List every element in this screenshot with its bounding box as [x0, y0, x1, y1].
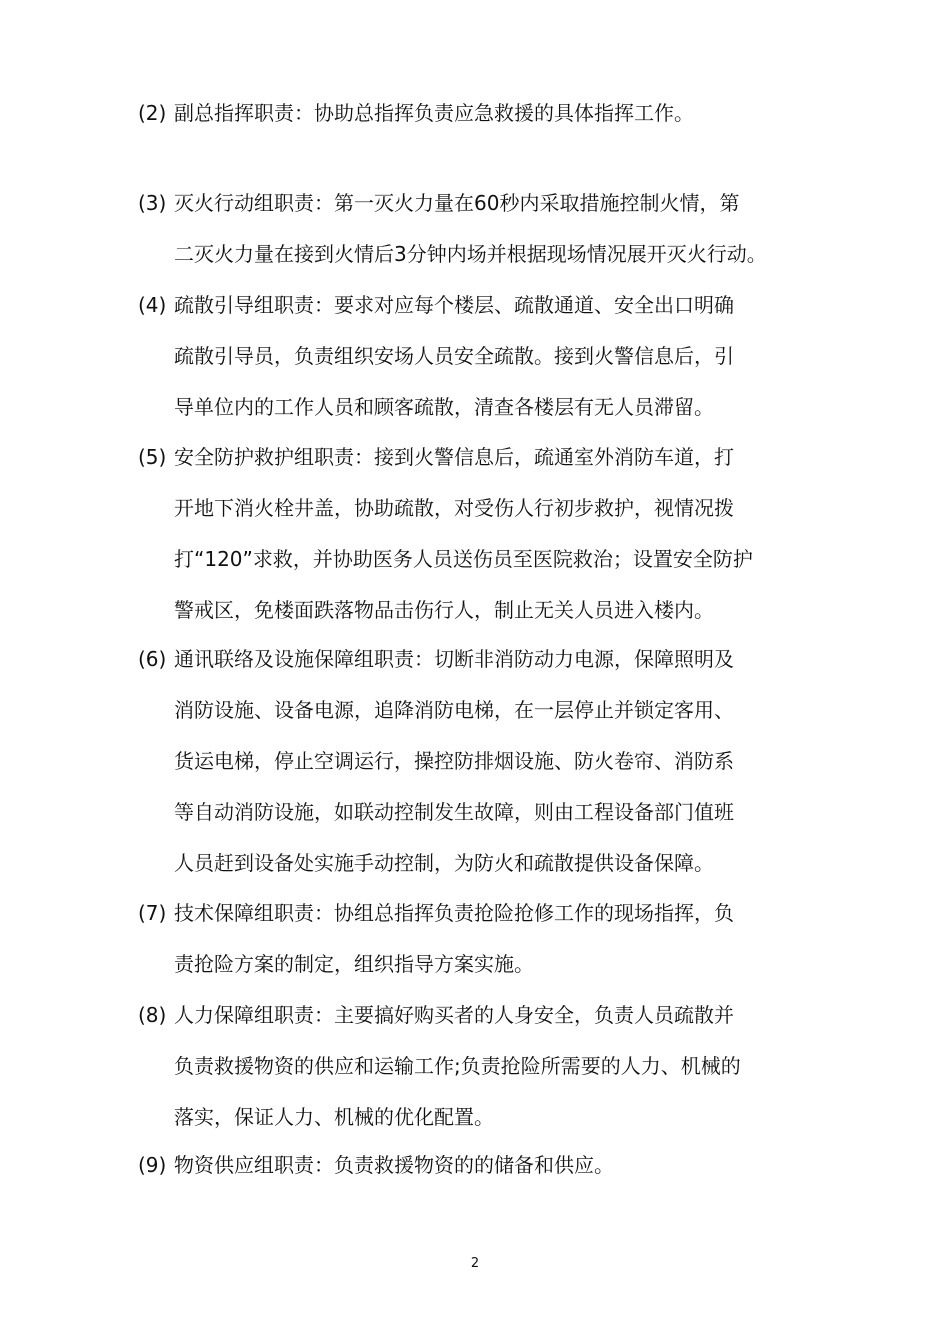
text-line: 灭火行动组职责：第一灭火力量在60秒内采取措施控制火情，第	[174, 191, 740, 215]
item-number: (5)	[138, 445, 167, 469]
item-number: (7)	[138, 901, 167, 925]
item-number: (4)	[138, 293, 167, 317]
item-number: (6)	[138, 647, 167, 671]
list-item	[138, 432, 828, 636]
item-number: (2)	[138, 101, 167, 125]
item-text	[174, 432, 828, 636]
item-number: (8)	[138, 1003, 167, 1027]
page-number: 2	[470, 1256, 480, 1271]
item-number: (3)	[138, 191, 167, 215]
text-line: 安全防护救护组职责：接到火警信息后，疏通室外消防车道，打	[174, 445, 734, 469]
text-line: 通讯联络及设施保障组职责：切断非消防动力电源，保障照明及	[174, 647, 734, 671]
list-item	[138, 1140, 828, 1191]
item-text	[174, 88, 828, 139]
text-line: 货运电梯，停止空调运行，操控防排烟设施、防火卷帘、消防系	[174, 749, 734, 773]
text-line: 疏散引导组职责：要求对应每个楼层、疏散通道、安全出口明确	[174, 293, 734, 317]
item-text	[174, 888, 828, 990]
text-line: 落实，保证人力、机械的优化配置。	[174, 1105, 494, 1129]
text-line: 负责救援物资的供应和运输工作;负责抢险所需要的人力、机械的	[174, 1054, 741, 1078]
text-line: 技术保障组职责：协组总指挥负责抢险抢修工作的现场指挥，负	[174, 901, 734, 925]
item-text	[174, 280, 828, 433]
item-text	[174, 1140, 828, 1191]
list-item	[138, 280, 828, 433]
text-line: 副总指挥职责：协助总指挥负责应急救援的具体指挥工作。	[174, 101, 694, 125]
item-text	[174, 990, 828, 1143]
text-line: 打“120”求救，并协助医务人员送伤员至医院救治；设置安全防护	[174, 547, 753, 571]
text-line: 导单位内的工作人员和顾客疏散，清查各楼层有无人员滞留。	[174, 395, 714, 419]
text-line: 警戒区，免楼面跌落物品击伤行人，制止无关人员进入楼内。	[174, 598, 714, 622]
list-item	[138, 990, 828, 1143]
item-number: (9)	[138, 1153, 167, 1177]
item-text	[174, 178, 828, 280]
text-line: 二灭火力量在接到火情后3分钟内场并根据现场情况展开灭火行动。	[174, 242, 767, 266]
text-line: 物资供应组职责：负责救援物资的的储备和供应。	[174, 1153, 614, 1177]
text-line: 人力保障组职责：主要搞好购买者的人身安全，负责人员疏散并	[174, 1003, 734, 1027]
text-line: 责抢险方案的制定，组织指导方案实施。	[174, 952, 534, 976]
list-item	[138, 88, 828, 139]
list-item	[138, 178, 828, 280]
text-line: 疏散引导员，负责组织安场人员安全疏散。接到火警信息后，引	[174, 344, 734, 368]
item-text	[174, 634, 828, 889]
text-line: 消防设施、设备电源，追降消防电梯，在一层停止并锁定客用、	[174, 698, 734, 722]
list-item	[138, 888, 828, 990]
text-line: 人员赶到设备处实施手动控制，为防火和疏散提供设备保障。	[174, 851, 714, 875]
text-line: 等自动消防设施，如联动控制发生故障，则由工程设备部门值班	[174, 800, 734, 824]
text-line: 开地下消火栓井盖，协助疏散，对受伤人行初步救护，视情况拨	[174, 496, 734, 520]
list-item	[138, 634, 828, 889]
